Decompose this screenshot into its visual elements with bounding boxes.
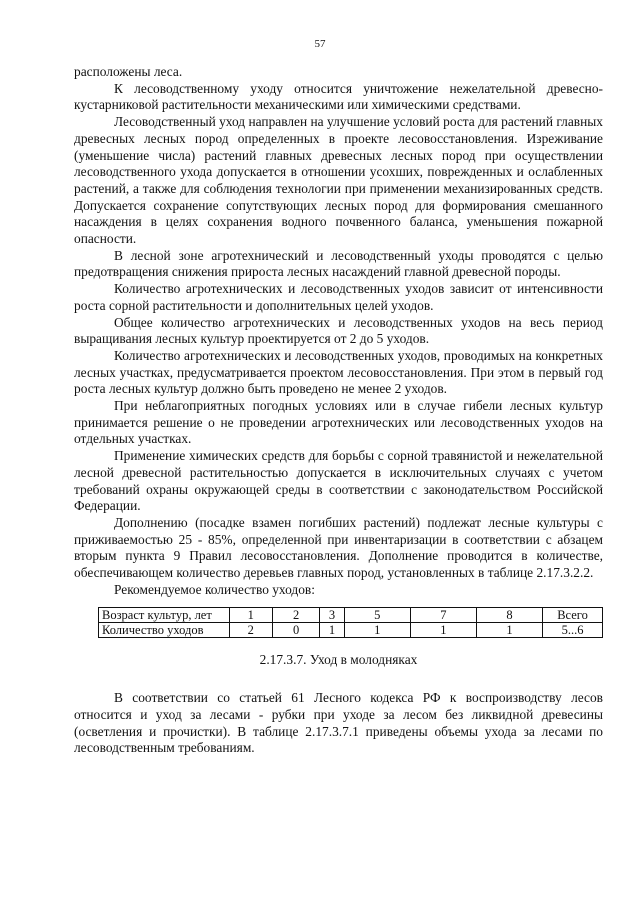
care-count-table: [98, 607, 603, 638]
table-cell: 0: [273, 622, 320, 637]
table-cell: 2: [229, 622, 272, 637]
table-header-cell: Возраст культур, лет: [99, 607, 230, 622]
table-cell: 1: [320, 622, 344, 637]
table-cell: 1: [476, 622, 542, 637]
paragraph: Применение химических средств для борьбы с сорной травянистой и нежелательной лесной древесной растительностью допускается в исключительных случаях с учетом требований охраны окружающей среды в соответствии с законодательством Российской Федерации.: [74, 448, 603, 514]
table-header-cell: Количество уходов: [99, 622, 230, 637]
table-row: [99, 622, 603, 637]
table-cell: 5: [344, 607, 410, 622]
table-cell: 8: [476, 607, 542, 622]
paragraph: Количество агротехнических и лесоводственных уходов, проводимых на конкретных лесных участках, предусматривается проектом лесовосстановления. При этом в первый год роста лесных культур должно быть проведено не менее 2 уходов.: [74, 347, 603, 397]
table-row: [99, 607, 603, 622]
paragraph: В соответствии со статьей 61 Лесного кодекса РФ к воспроизводству лесов относится и уход за лесами - рубки при уходе за лесом без ликвидной древесины (осветления и прочистки). В таблице 2.17.3.7.1 приведены объемы ухода за лесами по лесоводственным требованиям.: [74, 690, 603, 756]
table-cell: 5...6: [543, 622, 603, 637]
paragraph-continuation: расположены леса.: [74, 64, 183, 79]
paragraph: Количество агротехнических и лесоводственных уходов зависит от интенсивности роста сорной растительности и дополнительных целей уходов.: [74, 281, 603, 313]
paragraph: При неблагоприятных погодных условиях или в случае гибели лесных культур принимается решение о не проведении агротехнических или лесоводственных уходов на отдельных участках.: [74, 398, 603, 447]
table-cell: 1: [410, 622, 476, 637]
paragraph: К лесоводственному уходу относится уничтожение нежелательной древесно-кустарниковой растительности механическими или химическими средствами.: [74, 80, 603, 113]
table-intro: Рекомендуемое количество уходов:: [114, 581, 315, 597]
table-cell: 7: [410, 607, 476, 622]
table-cell: 2: [273, 607, 320, 622]
document-body: [74, 64, 603, 757]
paragraph: Общее количество агротехнических и лесоводственных уходов на весь период выращивания лесных культур проектируется от 2 до 5 уходов.: [74, 314, 603, 347]
paragraph: В лесной зоне агротехнический и лесоводственный уходы проводятся с целью предотвращения снижения прироста лесных насаждений главной древесной породы.: [74, 247, 603, 280]
table-cell: Всего: [543, 607, 603, 622]
table-cell: 3: [320, 607, 344, 622]
table-cell: 1: [229, 607, 272, 622]
page-number: 57: [314, 38, 326, 50]
paragraph: Лесоводственный уход направлен на улучшение условий роста для растений главных древесных лесных пород определенных в проекте лесовосстановления. Изреживание (уменьшение числа) растений главных древесных лесных пород при осуществлении лесоводственного ухода допускается в отношении усохших, поврежденных и ослабленных растений, а также для соблюдения технологии при применении механизированных средств. Допускается сохранение сопутствующих лесных пород для формирования смешанного насаждения в целях сохранения водного почвенного баланса, уменьшения пожарной опасности.: [74, 114, 603, 247]
table-cell: 1: [344, 622, 410, 637]
section-heading: 2.17.3.7. Уход в молодняках: [259, 651, 418, 667]
paragraph: Дополнению (посадке взамен погибших растений) подлежат лесные культуры с приживаемостью 25 - 85%, определенной при инвентаризации в соответствии с абзацем вторым пункта 9 Правил лесовосстановления. Дополнение проводится в количестве, обеспечивающем количество деревьев главных пород, установленных в таблице 2.17.3.2.2.: [74, 514, 603, 581]
